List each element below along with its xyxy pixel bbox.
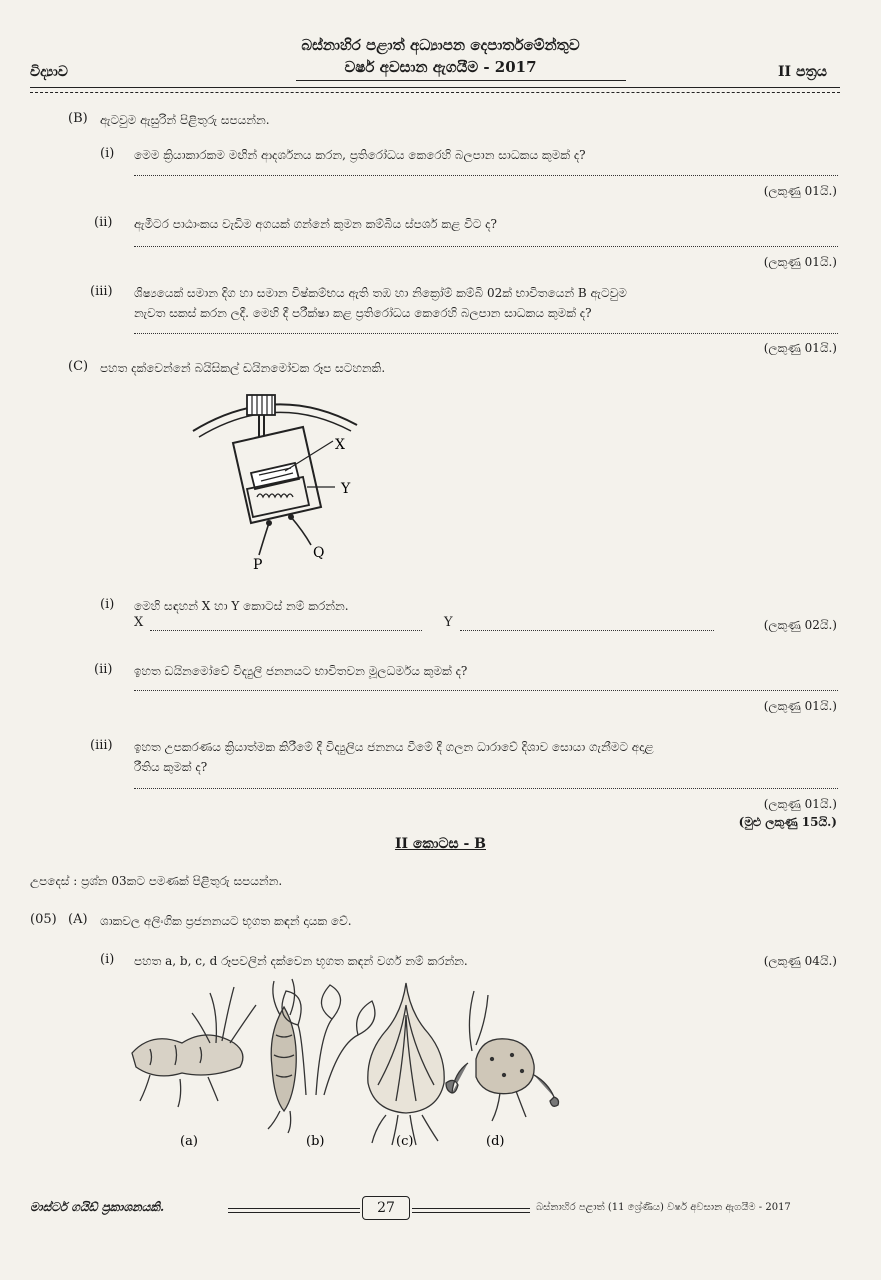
rhizome-a bbox=[132, 987, 256, 1107]
footer-rule-left bbox=[228, 1208, 360, 1213]
c-q1-marks: (ලකුණු 02යි.) bbox=[763, 618, 837, 632]
tuber-d bbox=[446, 991, 559, 1121]
c-q1-text: මෙහි සඳහන් X හා Y කොටස් නම් කරන්න. bbox=[134, 599, 349, 613]
c-q3-answer-line[interactable] bbox=[134, 788, 838, 789]
label-q: Q bbox=[313, 545, 325, 561]
c-q3-number: (iii) bbox=[90, 738, 113, 753]
q5-i-number: (i) bbox=[100, 952, 115, 967]
subject-label: විද්‍යාව bbox=[30, 64, 68, 80]
part-b-advice: උපදෙස් : ප්‍රශ්න 03කට පමණක් පිළිතුරු සපයන්න. bbox=[30, 874, 283, 888]
label-x: X bbox=[335, 437, 345, 453]
page-number: 27 bbox=[362, 1196, 410, 1220]
fig-label-b: (b) bbox=[306, 1134, 325, 1149]
c-q3-marks: (ලකුණු 01යි.) bbox=[763, 797, 837, 811]
c-q3-text-line2: රීතිය කුමක් ද? bbox=[134, 760, 208, 774]
c-q2-marks: (ලකුණු 01යි.) bbox=[763, 699, 837, 713]
b-q1-text: මෙම ක්‍රියාකාරකම මඟින් ආදර්ශනය කරන, ප්‍රතිරෝධය කෙරෙහි බලපාන සාධකය කුමක් ද? bbox=[134, 148, 586, 162]
corm-b bbox=[268, 979, 375, 1133]
b-q2-number: (ii) bbox=[94, 215, 113, 230]
b-q2-text: ඇමීටර පාඨාංකය වැඩිම අගයක් ගන්නේ කුමන කම්බිය ස්පර්ශ කළ විට ද? bbox=[134, 217, 497, 231]
header-rule bbox=[30, 87, 840, 88]
section-b-instruction: ඇටවුම ඇසුරින් පිළිතුරු සපයන්න. bbox=[100, 113, 270, 127]
b-q3-text-line1: ශිෂ්‍යයෙක් සමාන දිග හා සමාන විෂ්කම්භය ඇති තඹ හා නික්‍රෝම් කම්බි 02ක් භාවිතයෙන් B ඇටවුම bbox=[134, 286, 627, 300]
c-q1-x-answer-line[interactable] bbox=[150, 630, 422, 631]
q5-i-text: පහත a, b, c, d රූපවලින් දක්වෙන භූගත කඳන් වර්ග නම් කරන්න. bbox=[134, 954, 468, 968]
department-title: බස්නාහිර පළාත් අධ්‍යාපන දෙපාර්තමේන්තුව bbox=[301, 36, 580, 54]
c-q1-y-label: Y bbox=[444, 615, 453, 630]
q5-a-label: (A) bbox=[68, 912, 88, 927]
part-b-title: II කොටස - B bbox=[394, 836, 486, 852]
c-q2-text: ඉහත ඩයිනමෝවේ විද්‍යුලි ජනනයට භාවිතවන මූලධර්මය කුමක් ද? bbox=[134, 664, 468, 678]
b-q2-marks: (ලකුණු 01යි.) bbox=[763, 255, 837, 269]
label-p: P bbox=[253, 557, 263, 573]
b-q3-number: (iii) bbox=[90, 284, 113, 299]
section-c-intro: පහත දක්වෙන්නේ බයිසිකල් ඩයිනමෝවක රූප සටහනකි. bbox=[100, 361, 386, 375]
c-q3-text-line1: ඉහත උපකරණය ක්‍රියාත්මක කිරීමේ දී විද්‍යුලිය ජනනය වීමේ දී ගලන ධාරාවේ දිශාව සොයා ගැනීමට අදාළ bbox=[134, 740, 654, 754]
b-q3-marks: (ලකුණු 01යි.) bbox=[763, 341, 837, 355]
footer-publisher: මාස්ටර් ගයිඩ් ප්‍රකාශනයකි. bbox=[30, 1200, 165, 1214]
fig-label-a: (a) bbox=[180, 1134, 198, 1149]
fig-label-d: (d) bbox=[486, 1134, 505, 1149]
footer-rule-right bbox=[412, 1208, 530, 1213]
section-b-label: (B) bbox=[68, 111, 88, 126]
header-rule-dashed bbox=[30, 92, 840, 93]
b-q1-number: (i) bbox=[100, 146, 115, 161]
b-q1-marks: (ලකුණු 01යි.) bbox=[763, 184, 837, 198]
b-q3-answer-line[interactable] bbox=[134, 333, 838, 334]
paper-label: II පත්‍රය bbox=[778, 64, 827, 80]
c-q1-x-label: X bbox=[134, 615, 144, 630]
label-y: Y bbox=[341, 481, 351, 497]
bulb-c bbox=[368, 983, 444, 1145]
underground-stems-figure bbox=[120, 975, 570, 1150]
exam-title: වර්ෂ අවසාන ඇගයීම - 2017 bbox=[344, 58, 537, 76]
section-c-label: (C) bbox=[68, 359, 89, 374]
c-q1-number: (i) bbox=[100, 597, 115, 612]
dynamo-diagram bbox=[185, 385, 375, 585]
footer-exam-info: බස්නාහිර පළාත් (11 ශ්‍රේණිය) වර්ෂ අවසාන ඇගයීම - 2017 bbox=[536, 1202, 791, 1213]
c-q1-y-answer-line[interactable] bbox=[460, 630, 714, 631]
c-total-marks: (මුළු ලකුණු 15යි.) bbox=[738, 815, 837, 829]
exam-title-underline bbox=[296, 80, 626, 81]
q5-i-marks: (ලකුණු 04යි.) bbox=[763, 954, 837, 968]
c-q2-number: (ii) bbox=[94, 662, 113, 677]
q5-a-text: ශාකවල අලිංගික ප්‍රජනනයට භූගත කඳන් දායක වේ. bbox=[100, 914, 352, 928]
b-q1-answer-line[interactable] bbox=[134, 175, 838, 176]
b-q2-answer-line[interactable] bbox=[134, 246, 838, 247]
b-q3-text-line2: නැවත සකස් කරන ලදී. මෙහි දී පරීක්ෂා කළ ප්‍රතිරෝධය කෙරෙහි බලපාන සාධකය කුමක් ද? bbox=[134, 306, 592, 320]
c-q2-answer-line[interactable] bbox=[134, 690, 838, 691]
fig-label-c: (c) bbox=[396, 1134, 414, 1149]
q5-number: (05) bbox=[30, 912, 57, 927]
